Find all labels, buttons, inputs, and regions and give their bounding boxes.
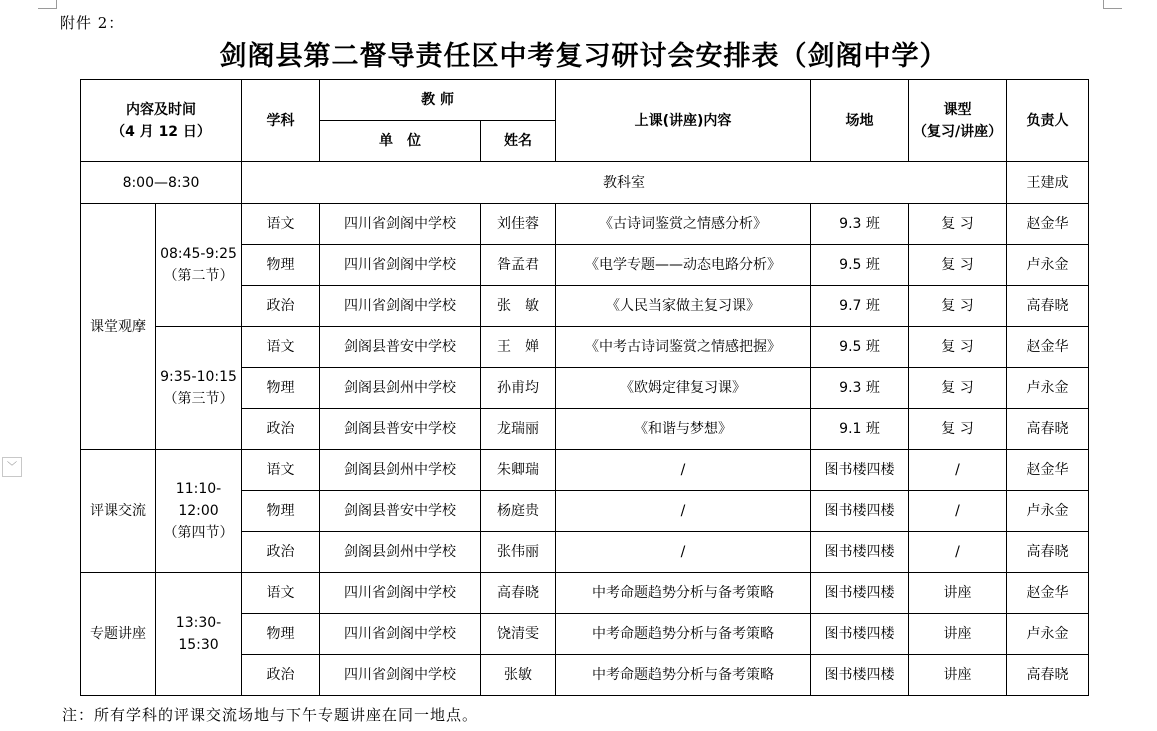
cell-venue: 9.5 班 bbox=[811, 327, 909, 368]
cell-unit: 四川省剑阁中学校 bbox=[320, 286, 481, 327]
cell-venue: 9.1 班 bbox=[811, 409, 909, 450]
page-corner-mark-left bbox=[38, 0, 57, 9]
attachment-label: 附件 2： bbox=[60, 14, 125, 32]
header-owner: 负责人 bbox=[1007, 80, 1089, 162]
opening-time: 8:00—8:30 bbox=[81, 162, 242, 204]
cell-name: 杨庭贵 bbox=[481, 491, 556, 532]
table-row bbox=[81, 327, 1089, 368]
cell-lesson: / bbox=[556, 491, 811, 532]
cell-unit: 剑阁县普安中学校 bbox=[320, 409, 481, 450]
cell-venue: 9.7 班 bbox=[811, 286, 909, 327]
cell-type: 复 习 bbox=[909, 286, 1007, 327]
cell-unit: 剑阁县剑州中学校 bbox=[320, 532, 481, 573]
cell-name: 朱卿瑞 bbox=[481, 450, 556, 491]
group-label: 评课交流 bbox=[81, 450, 156, 573]
cell-owner: 卢永金 bbox=[1007, 245, 1089, 286]
cell-type: 复 习 bbox=[909, 245, 1007, 286]
cell-name: 高春晓 bbox=[481, 573, 556, 614]
cell-type: / bbox=[909, 491, 1007, 532]
cell-name: 孙甫均 bbox=[481, 368, 556, 409]
cell-venue: 图书楼四楼 bbox=[811, 450, 909, 491]
cell-name: 王 婵 bbox=[481, 327, 556, 368]
cell-type: 讲座 bbox=[909, 655, 1007, 696]
header-venue: 场地 bbox=[811, 80, 909, 162]
cell-unit: 剑阁县剑州中学校 bbox=[320, 450, 481, 491]
cell-unit: 四川省剑阁中学校 bbox=[320, 614, 481, 655]
header-name: 姓名 bbox=[481, 121, 556, 162]
cell-name: 昝孟君 bbox=[481, 245, 556, 286]
cell-venue: 9.3 班 bbox=[811, 368, 909, 409]
cell-type: 讲座 bbox=[909, 614, 1007, 655]
cell-unit: 四川省剑阁中学校 bbox=[320, 204, 481, 245]
cell-lesson: 《中考古诗词鉴赏之情感把握》 bbox=[556, 327, 811, 368]
cell-lesson: / bbox=[556, 450, 811, 491]
cell-lesson: 中考命题趋势分析与备考策略 bbox=[556, 655, 811, 696]
table-row bbox=[81, 573, 1089, 614]
group-label: 专题讲座 bbox=[81, 573, 156, 696]
time-slot: 08:45-9:25 （第二节） bbox=[156, 204, 242, 327]
schedule-table bbox=[80, 79, 1089, 696]
page-title: 剑阁县第二督导责任区中考复习研讨会安排表（剑阁中学） bbox=[219, 41, 948, 72]
cell-lesson: 《人民当家做主复习课》 bbox=[556, 286, 811, 327]
cell-subject: 政治 bbox=[242, 409, 320, 450]
cell-subject: 物理 bbox=[242, 368, 320, 409]
cell-name: 张伟丽 bbox=[481, 532, 556, 573]
cell-name: 刘佳蓉 bbox=[481, 204, 556, 245]
cell-owner: 赵金华 bbox=[1007, 573, 1089, 614]
cell-type: 复 习 bbox=[909, 327, 1007, 368]
cell-lesson: 《欧姆定律复习课》 bbox=[556, 368, 811, 409]
cell-name: 张敏 bbox=[481, 655, 556, 696]
cell-name: 龙瑞丽 bbox=[481, 409, 556, 450]
group-label: 课堂观摩 bbox=[81, 204, 156, 450]
cell-owner: 高春晓 bbox=[1007, 286, 1089, 327]
cell-lesson: 中考命题趋势分析与备考策略 bbox=[556, 614, 811, 655]
cell-subject: 政治 bbox=[242, 655, 320, 696]
cell-unit: 四川省剑阁中学校 bbox=[320, 655, 481, 696]
cell-owner: 高春晓 bbox=[1007, 655, 1089, 696]
time-slot: 13:30-15:30 bbox=[156, 573, 242, 696]
cell-type: / bbox=[909, 532, 1007, 573]
cell-venue: 图书楼四楼 bbox=[811, 573, 909, 614]
opening-content: 教科室 bbox=[242, 162, 1007, 204]
cell-unit: 剑阁县剑州中学校 bbox=[320, 368, 481, 409]
cell-venue: 9.5 班 bbox=[811, 245, 909, 286]
cell-subject: 语文 bbox=[242, 327, 320, 368]
header-teacher: 教 师 bbox=[320, 80, 556, 121]
cell-owner: 赵金华 bbox=[1007, 450, 1089, 491]
header-content-time: 内容及时间 （4 月 12 日） bbox=[81, 80, 242, 162]
cell-name: 饶清雯 bbox=[481, 614, 556, 655]
header-unit: 单 位 bbox=[320, 121, 481, 162]
cell-subject: 物理 bbox=[242, 245, 320, 286]
cell-unit: 剑阁县普安中学校 bbox=[320, 491, 481, 532]
cell-owner: 高春晓 bbox=[1007, 409, 1089, 450]
cell-owner: 卢永金 bbox=[1007, 368, 1089, 409]
cell-unit: 四川省剑阁中学校 bbox=[320, 573, 481, 614]
cell-lesson: 《古诗词鉴赏之情感分析》 bbox=[556, 204, 811, 245]
header-lesson-type: 课型 （复习/讲座） bbox=[909, 80, 1007, 162]
table-row bbox=[81, 450, 1089, 491]
cell-unit: 四川省剑阁中学校 bbox=[320, 245, 481, 286]
cell-subject: 物理 bbox=[242, 491, 320, 532]
page-corner-mark-right bbox=[1103, 0, 1122, 9]
cell-owner: 高春晓 bbox=[1007, 532, 1089, 573]
cell-type: 讲座 bbox=[909, 573, 1007, 614]
cell-lesson: 《电学专题——动态电路分析》 bbox=[556, 245, 811, 286]
cell-venue: 图书楼四楼 bbox=[811, 655, 909, 696]
cell-lesson: / bbox=[556, 532, 811, 573]
time-slot: 11:10-12:00 （第四节） bbox=[156, 450, 242, 573]
cell-owner: 卢永金 bbox=[1007, 614, 1089, 655]
cell-venue: 图书楼四楼 bbox=[811, 532, 909, 573]
chevron-down-icon[interactable]: ﹀ bbox=[2, 457, 22, 477]
cell-type: 复 习 bbox=[909, 204, 1007, 245]
cell-subject: 语文 bbox=[242, 573, 320, 614]
cell-unit: 剑阁县普安中学校 bbox=[320, 327, 481, 368]
opening-owner: 王建成 bbox=[1007, 162, 1089, 204]
cell-subject: 语文 bbox=[242, 204, 320, 245]
cell-name: 张 敏 bbox=[481, 286, 556, 327]
header-lesson: 上课(讲座)内容 bbox=[556, 80, 811, 162]
cell-lesson: 《和谐与梦想》 bbox=[556, 409, 811, 450]
table-row-opening bbox=[81, 162, 1089, 204]
table-row bbox=[81, 204, 1089, 245]
cell-owner: 赵金华 bbox=[1007, 327, 1089, 368]
cell-type: / bbox=[909, 450, 1007, 491]
footnote: 注：所有学科的评课交流场地与下午专题讲座在同一地点。 bbox=[62, 706, 479, 724]
header-subject: 学科 bbox=[242, 80, 320, 162]
cell-subject: 政治 bbox=[242, 286, 320, 327]
cell-subject: 语文 bbox=[242, 450, 320, 491]
cell-venue: 9.3 班 bbox=[811, 204, 909, 245]
cell-owner: 赵金华 bbox=[1007, 204, 1089, 245]
cell-type: 复 习 bbox=[909, 409, 1007, 450]
cell-venue: 图书楼四楼 bbox=[811, 491, 909, 532]
cell-venue: 图书楼四楼 bbox=[811, 614, 909, 655]
cell-lesson: 中考命题趋势分析与备考策略 bbox=[556, 573, 811, 614]
cell-subject: 物理 bbox=[242, 614, 320, 655]
time-slot: 9:35-10:15 （第三节） bbox=[156, 327, 242, 450]
cell-subject: 政治 bbox=[242, 532, 320, 573]
cell-owner: 卢永金 bbox=[1007, 491, 1089, 532]
cell-type: 复 习 bbox=[909, 368, 1007, 409]
